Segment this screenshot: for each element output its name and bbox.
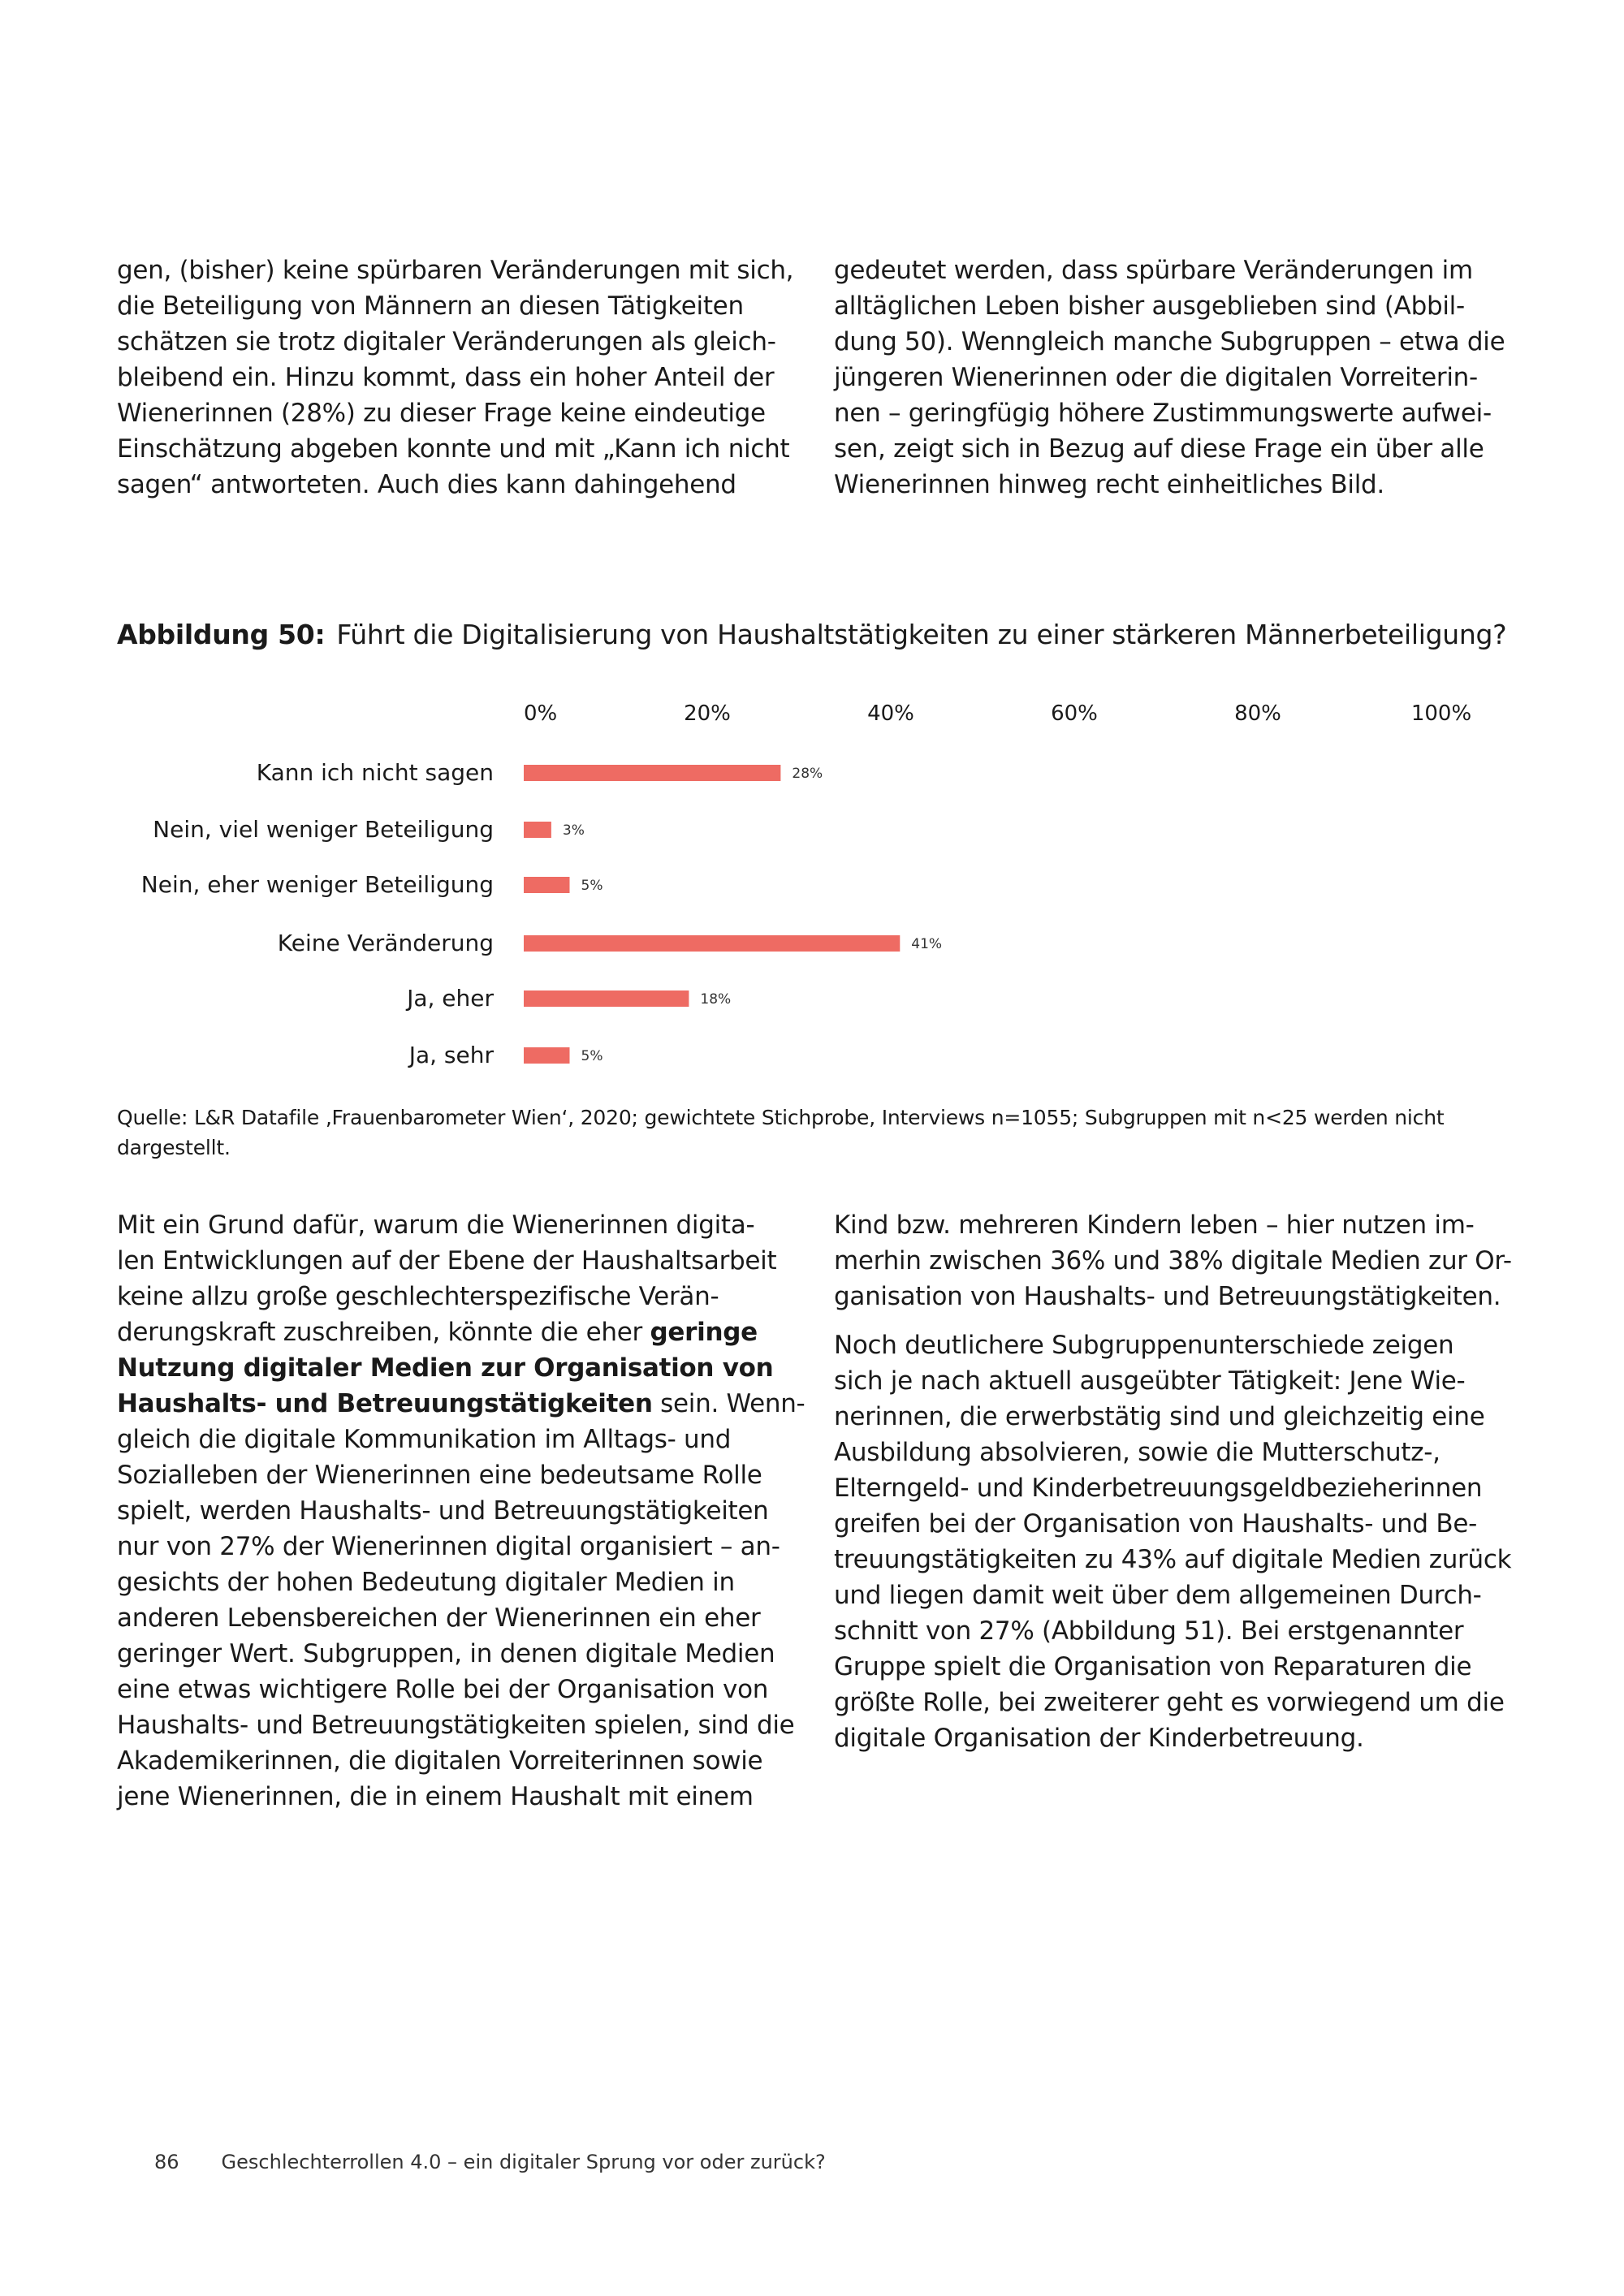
page-number: 86 [154,2151,179,2173]
text-line [117,1350,795,1386]
x-tick-label: 60% [1051,701,1098,726]
bar [524,1047,570,1064]
emphasis-text: Nutzung digitaler Medien zur Organisation von [117,1353,774,1383]
text-line: geringer Wert. Subgruppen, in denen digitale Medien [117,1639,775,1668]
page-footer [154,2150,826,2174]
text-line: anderen Lebensbereichen der Wienerinnen ein eher [117,1603,761,1633]
bar [524,765,780,781]
bottom-left-paragraph [117,1207,806,1815]
text-line: Kind bzw. mehreren Kindern leben – hier nutzen im- [834,1211,1475,1240]
data-label: 28% [792,766,823,782]
text-run: derungskraft zuschreiben, könnte die eher [117,1318,650,1347]
bottom-right-paragraph-1 [834,1207,1512,1314]
text-line: nen – geringfügig höhere Zustimmungswerte aufwei- [834,399,1492,428]
x-tick-label: 80% [1234,701,1281,726]
emphasis-text: geringe [650,1318,758,1347]
top-left-column [117,252,795,516]
text-line: schätzen sie trotz digitaler Veränderungen als gleich- [117,327,776,356]
text-line: Ausbildung absolvieren, sowie die Mutterschutz-, [834,1438,1440,1467]
bar [524,877,570,893]
text-line: greifen bei der Organisation von Haushalts- und Be- [834,1509,1477,1539]
text-line: sich je nach aktuell ausgeübter Tätigkeit: Jene Wie- [834,1366,1466,1396]
text-line: gesichts der hohen Bedeutung digitaler Medien in [117,1568,735,1597]
bottom-left-column [117,1207,806,1828]
text-line: Gruppe spielt die Organisation von Reparaturen die [834,1652,1472,1681]
text-run: sein. Wenn- [652,1389,806,1418]
data-label: 41% [911,936,943,952]
text-line: nerinnen, die erwerbstätig sind und gleichzeitig eine [834,1402,1485,1431]
text-line: sagen“ antworteten. Auch dies kann dahingehend [117,470,736,499]
text-line: ganisation von Haushalts- und Betreuungstätigkeiten. [834,1282,1501,1311]
figure-label: Abbildung 50: [117,619,326,650]
bottom-right-column [834,1207,1512,1769]
category-label: Kann ich nicht sagen [256,759,494,786]
text-line [117,1314,795,1350]
category-label: Nein, viel weniger Beteiligung [153,816,494,843]
text-line: und liegen damit weit über dem allgemeinen Durch- [834,1581,1482,1610]
text-line: dung 50). Wenngleich manche Subgruppen – etwa die [834,327,1505,356]
text-line: jüngeren Wienerinnen oder die digitalen Vorreiterin- [834,363,1478,392]
text-line: jene Wienerinnen, die in einem Haushalt mit einem [117,1782,754,1811]
text-line: Akademikerinnen, die digitalen Vorreiterinnen sowie [117,1746,763,1776]
x-tick-label: 20% [684,701,731,726]
text-line: spielt, werden Haushalts- und Betreuungstätigkeiten [117,1496,769,1526]
top-right-paragraph [834,252,1512,503]
text-line: Sozialleben der Wienerinnen eine bedeutsame Rolle [117,1461,762,1490]
top-right-column [834,252,1512,516]
text-line: bleibend ein. Hinzu kommt, dass ein hoher Anteil der [117,363,775,392]
text-line: Noch deutlichere Subgruppenunterschiede zeigen [834,1331,1454,1360]
text-line: gedeutet werden, dass spürbare Veränderungen im [834,256,1473,285]
text-line: größte Rolle, bei zweiterer geht es vorwiegend um die [834,1688,1505,1717]
text-line: alltäglichen Leben bisher ausgeblieben sind (Abbil- [834,291,1465,321]
bar [524,990,689,1007]
bar [524,822,551,838]
text-line: gleich die digitale Kommunikation im Alltags- und [117,1425,732,1454]
figure-source: Quelle: L&R Datafile ‚Frauenbarometer Wien‘, 2020; gewichtete Stichprobe, Interviews n=1055; Subgruppen mit n<25 werden nicht dargestellt. [117,1106,1445,1159]
text-line: nur von 27% der Wienerinnen digital organisiert – an- [117,1532,780,1561]
text-line: Einschätzung abgeben konnte und mit „Kann ich nicht [117,434,790,464]
text-line: digitale Organisation der Kinderbetreuung. [834,1724,1364,1753]
data-label: 5% [581,878,603,894]
category-label: Nein, eher weniger Beteiligung [140,871,494,898]
text-line: merhin zwischen 36% und 38% digitale Medien zur Or- [834,1246,1512,1275]
text-line: schnitt von 27% (Abbildung 51). Bei erstgenannter [834,1616,1464,1646]
text-line: die Beteiligung von Männern an diesen Tätigkeiten [117,291,744,321]
text-line: keine allzu große geschlechterspezifische Verän- [117,1282,719,1311]
top-left-paragraph [117,252,795,503]
text-line: Elterngeld- und Kinderbetreuungsgeldbezieherinnen [834,1474,1483,1503]
text-line: Wienerinnen (28%) zu dieser Frage keine eindeutige [117,399,766,428]
text-line: Mit ein Grund dafür, warum die Wienerinnen digita- [117,1211,755,1240]
emphasis-text: Haushalts- und Betreuungstätigkeiten [117,1389,653,1418]
text-line: sen, zeigt sich in Bezug auf diese Frage ein über alle [834,434,1484,464]
running-title: Geschlechterrollen 4.0 – ein digitaler Sprung vor oder zurück? [221,2151,826,2173]
data-label: 18% [700,991,732,1008]
bottom-right-paragraph-2 [834,1327,1512,1756]
category-label: Ja, sehr [408,1042,494,1068]
data-label: 5% [581,1048,603,1064]
text-line: treuungstätigkeiten zu 43% auf digitale Medien zurück [834,1545,1512,1574]
text-line: Wienerinnen hinweg recht einheitliches Bild. [834,470,1384,499]
figure-caption: Führt die Digitalisierung von Haushaltstätigkeiten zu einer stärkeren Männerbeteiligung? [336,619,1507,650]
x-tick-label: 0% [524,701,558,726]
data-label: 3% [562,822,585,839]
text-line: eine etwas wichtigere Rolle bei der Organisation von [117,1675,769,1704]
bar [524,935,900,952]
x-tick-label: 100% [1410,701,1472,726]
bar-chart [0,0,1624,1104]
category-label: Keine Veränderung [277,930,494,956]
text-line: len Entwicklungen auf der Ebene der Haushaltsarbeit [117,1246,777,1275]
category-label: Ja, eher [407,985,494,1012]
text-line: Haushalts- und Betreuungstätigkeiten spielen, sind die [117,1711,795,1740]
x-tick-label: 40% [867,701,914,726]
figure-title [117,617,1514,653]
text-line: gen, (bisher) keine spürbaren Veränderungen mit sich, [117,256,794,285]
text-line [117,1386,806,1422]
